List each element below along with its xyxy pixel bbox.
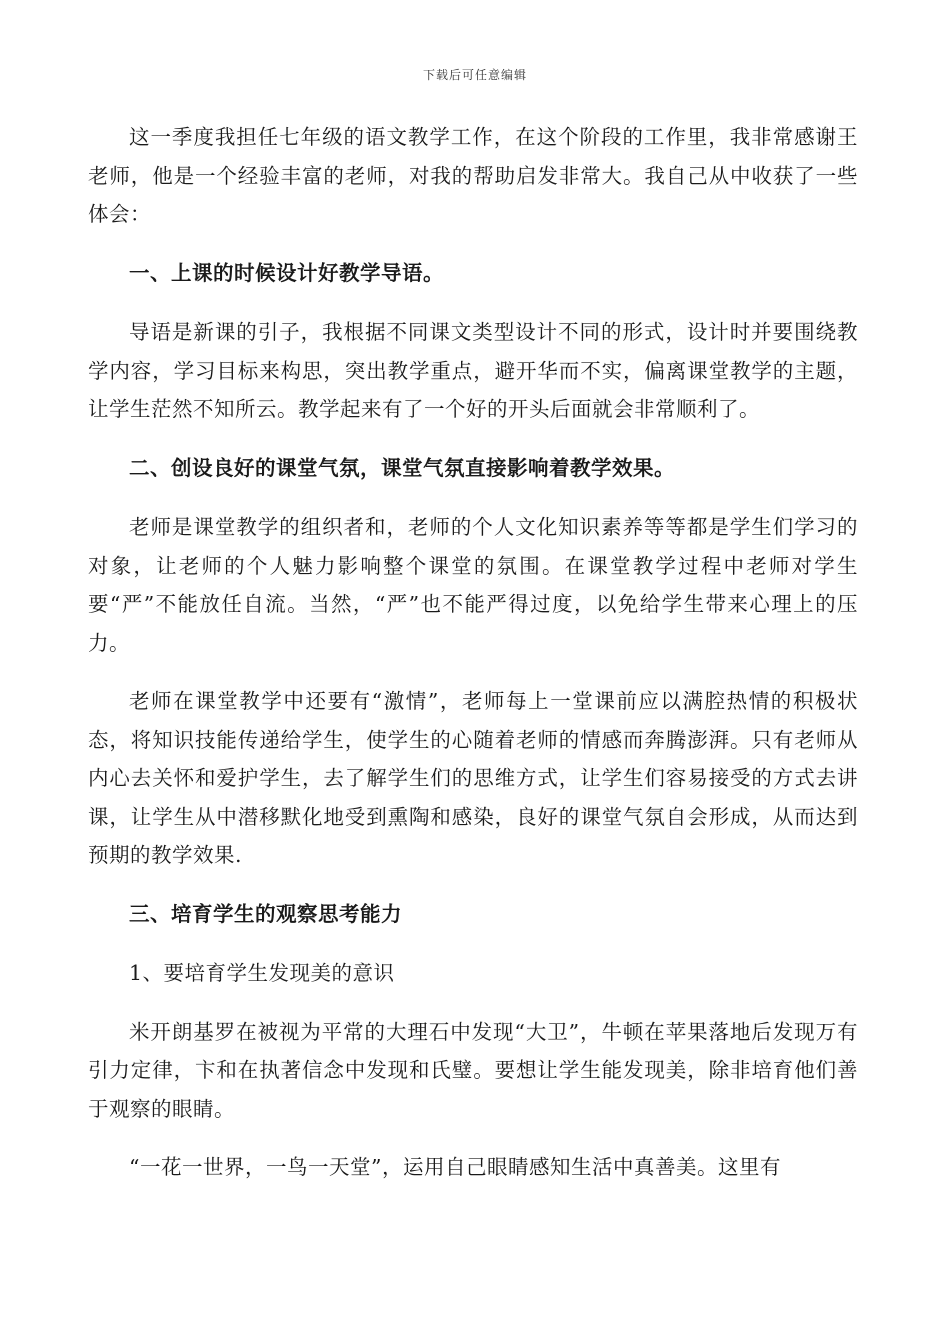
subsection-1-paragraph-1: 米开朗基罗在被视为平常的大理石中发现“大卫”，牛顿在苹果落地后发现万有引力定律，卞和在执著信念中发现和氏璧。要想让学生能发现美，除非培育他们善于观察的眼睛。 [88, 1019, 858, 1121]
section-2-paragraph-2: 老师在课堂教学中还要有“激情”，老师每上一堂课前应以满腔热情的积极状态，将知识技能传递给学生，使学生的心随着老师的情感而奔腾澎湃。只有老师从内心去关怀和爱护学生，去了解学生们的思维方式，让学生们容易接受的方式去讲课，让学生从中潜移默化地受到熏陶和感染，良好的课堂气氛自会形成，从而达到预期的教学效果. [88, 689, 858, 867]
section-2-paragraph-1: 老师是课堂教学的组织者和，老师的个人文化知识素养等等都是学生们学习的对象，让老师的个人魅力影响整个课堂的氛围。在课堂教学过程中老师对学生要“严”不能放任自流。当然，“严”也不能严得过度，以免给学生带来心理上的压力。 [88, 515, 858, 655]
section-heading-2: 二、创设良好的课堂气氛，课堂气氛直接影响着教学效果。 [129, 455, 675, 480]
subsection-1-paragraph-2: “一花一世界，一鸟一天堂”，运用自己眼睛感知生活中真善美。这里有 [129, 1155, 781, 1179]
page-header: 下载后可任意编辑 [422, 68, 527, 82]
intro-paragraph: 这一季度我担任七年级的语文教学工作，在这个阶段的工作里，我非常感谢王老师，他是一个经验丰富的老师，对我的帮助启发非常大。我自己从中收获了一些体会： [88, 125, 858, 226]
section-heading-1: 一、上课的时候设计好教学导语。 [129, 260, 444, 285]
section-1-paragraph: 导语是新课的引子，我根据不同课文类型设计不同的形式，设计时并要围绕教学内容，学习目标来构思，突出教学重点，避开华而不实，偏离课堂教学的主题，让学生茫然不知所云。教学起来有了一个好的开头后面就会非常顺利了。 [88, 320, 858, 421]
subsection-heading-1: 1、要培育学生发现美的意识 [129, 961, 395, 985]
section-heading-3: 三、培育学生的观察思考能力 [129, 901, 402, 926]
document-body [88, 118, 858, 1207]
